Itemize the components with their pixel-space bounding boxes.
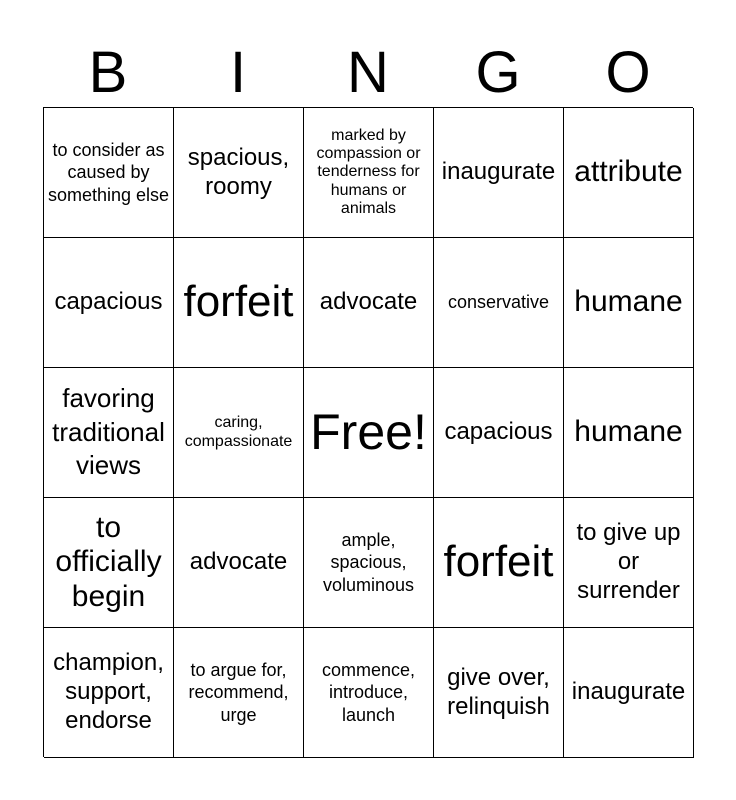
bingo-cell-r4c2[interactable]: advocate [174,498,304,628]
header-letter-n: N [347,40,389,105]
bingo-header [43,40,693,106]
bingo-cell-r3c2[interactable]: caring, compassionate [174,368,304,498]
bingo-cell-r1c5[interactable]: attribute [564,108,694,238]
bingo-cell-r2c1[interactable]: capacious [44,238,174,368]
bingo-cell-r1c4[interactable]: inaugurate [434,108,564,238]
bingo-cell-r4c4[interactable]: forfeit [434,498,564,628]
bingo-cell-r2c4[interactable]: conservative [434,238,564,368]
bingo-cell-r3c4[interactable]: capacious [434,368,564,498]
bingo-cell-r2c2[interactable]: forfeit [174,238,304,368]
header-letter-b: B [88,40,128,105]
header-letter-i: I [229,40,247,105]
bingo-cell-free[interactable]: Free! [304,368,434,498]
bingo-cell-r4c1[interactable]: to officially begin [44,498,174,628]
bingo-cell-r4c5[interactable]: to give up or surrender [564,498,694,628]
bingo-cell-r3c1[interactable]: favoring traditional views [44,368,174,498]
bingo-cell-r2c3[interactable]: advocate [304,238,434,368]
bingo-cell-r5c4[interactable]: give over, relinquish [434,628,564,758]
bingo-cell-r5c5[interactable]: inaugurate [564,628,694,758]
bingo-cell-r1c1[interactable]: to consider as caused by something else [44,108,174,238]
header-letter-o: O [605,40,651,105]
header-letter-g: G [475,40,521,105]
bingo-cell-r5c2[interactable]: to argue for, recommend, urge [174,628,304,758]
bingo-cell-r5c1[interactable]: champion, support, endorse [44,628,174,758]
bingo-cell-r2c5[interactable]: humane [564,238,694,368]
bingo-cell-r3c5[interactable]: humane [564,368,694,498]
bingo-cell-r1c3[interactable]: marked by compassion or tenderness for humans or animals [304,108,434,238]
bingo-cell-r5c3[interactable]: commence, introduce, launch [304,628,434,758]
bingo-cell-r1c2[interactable]: spacious, roomy [174,108,304,238]
bingo-board [43,107,693,757]
bingo-cell-r4c3[interactable]: ample, spacious, voluminous [304,498,434,628]
